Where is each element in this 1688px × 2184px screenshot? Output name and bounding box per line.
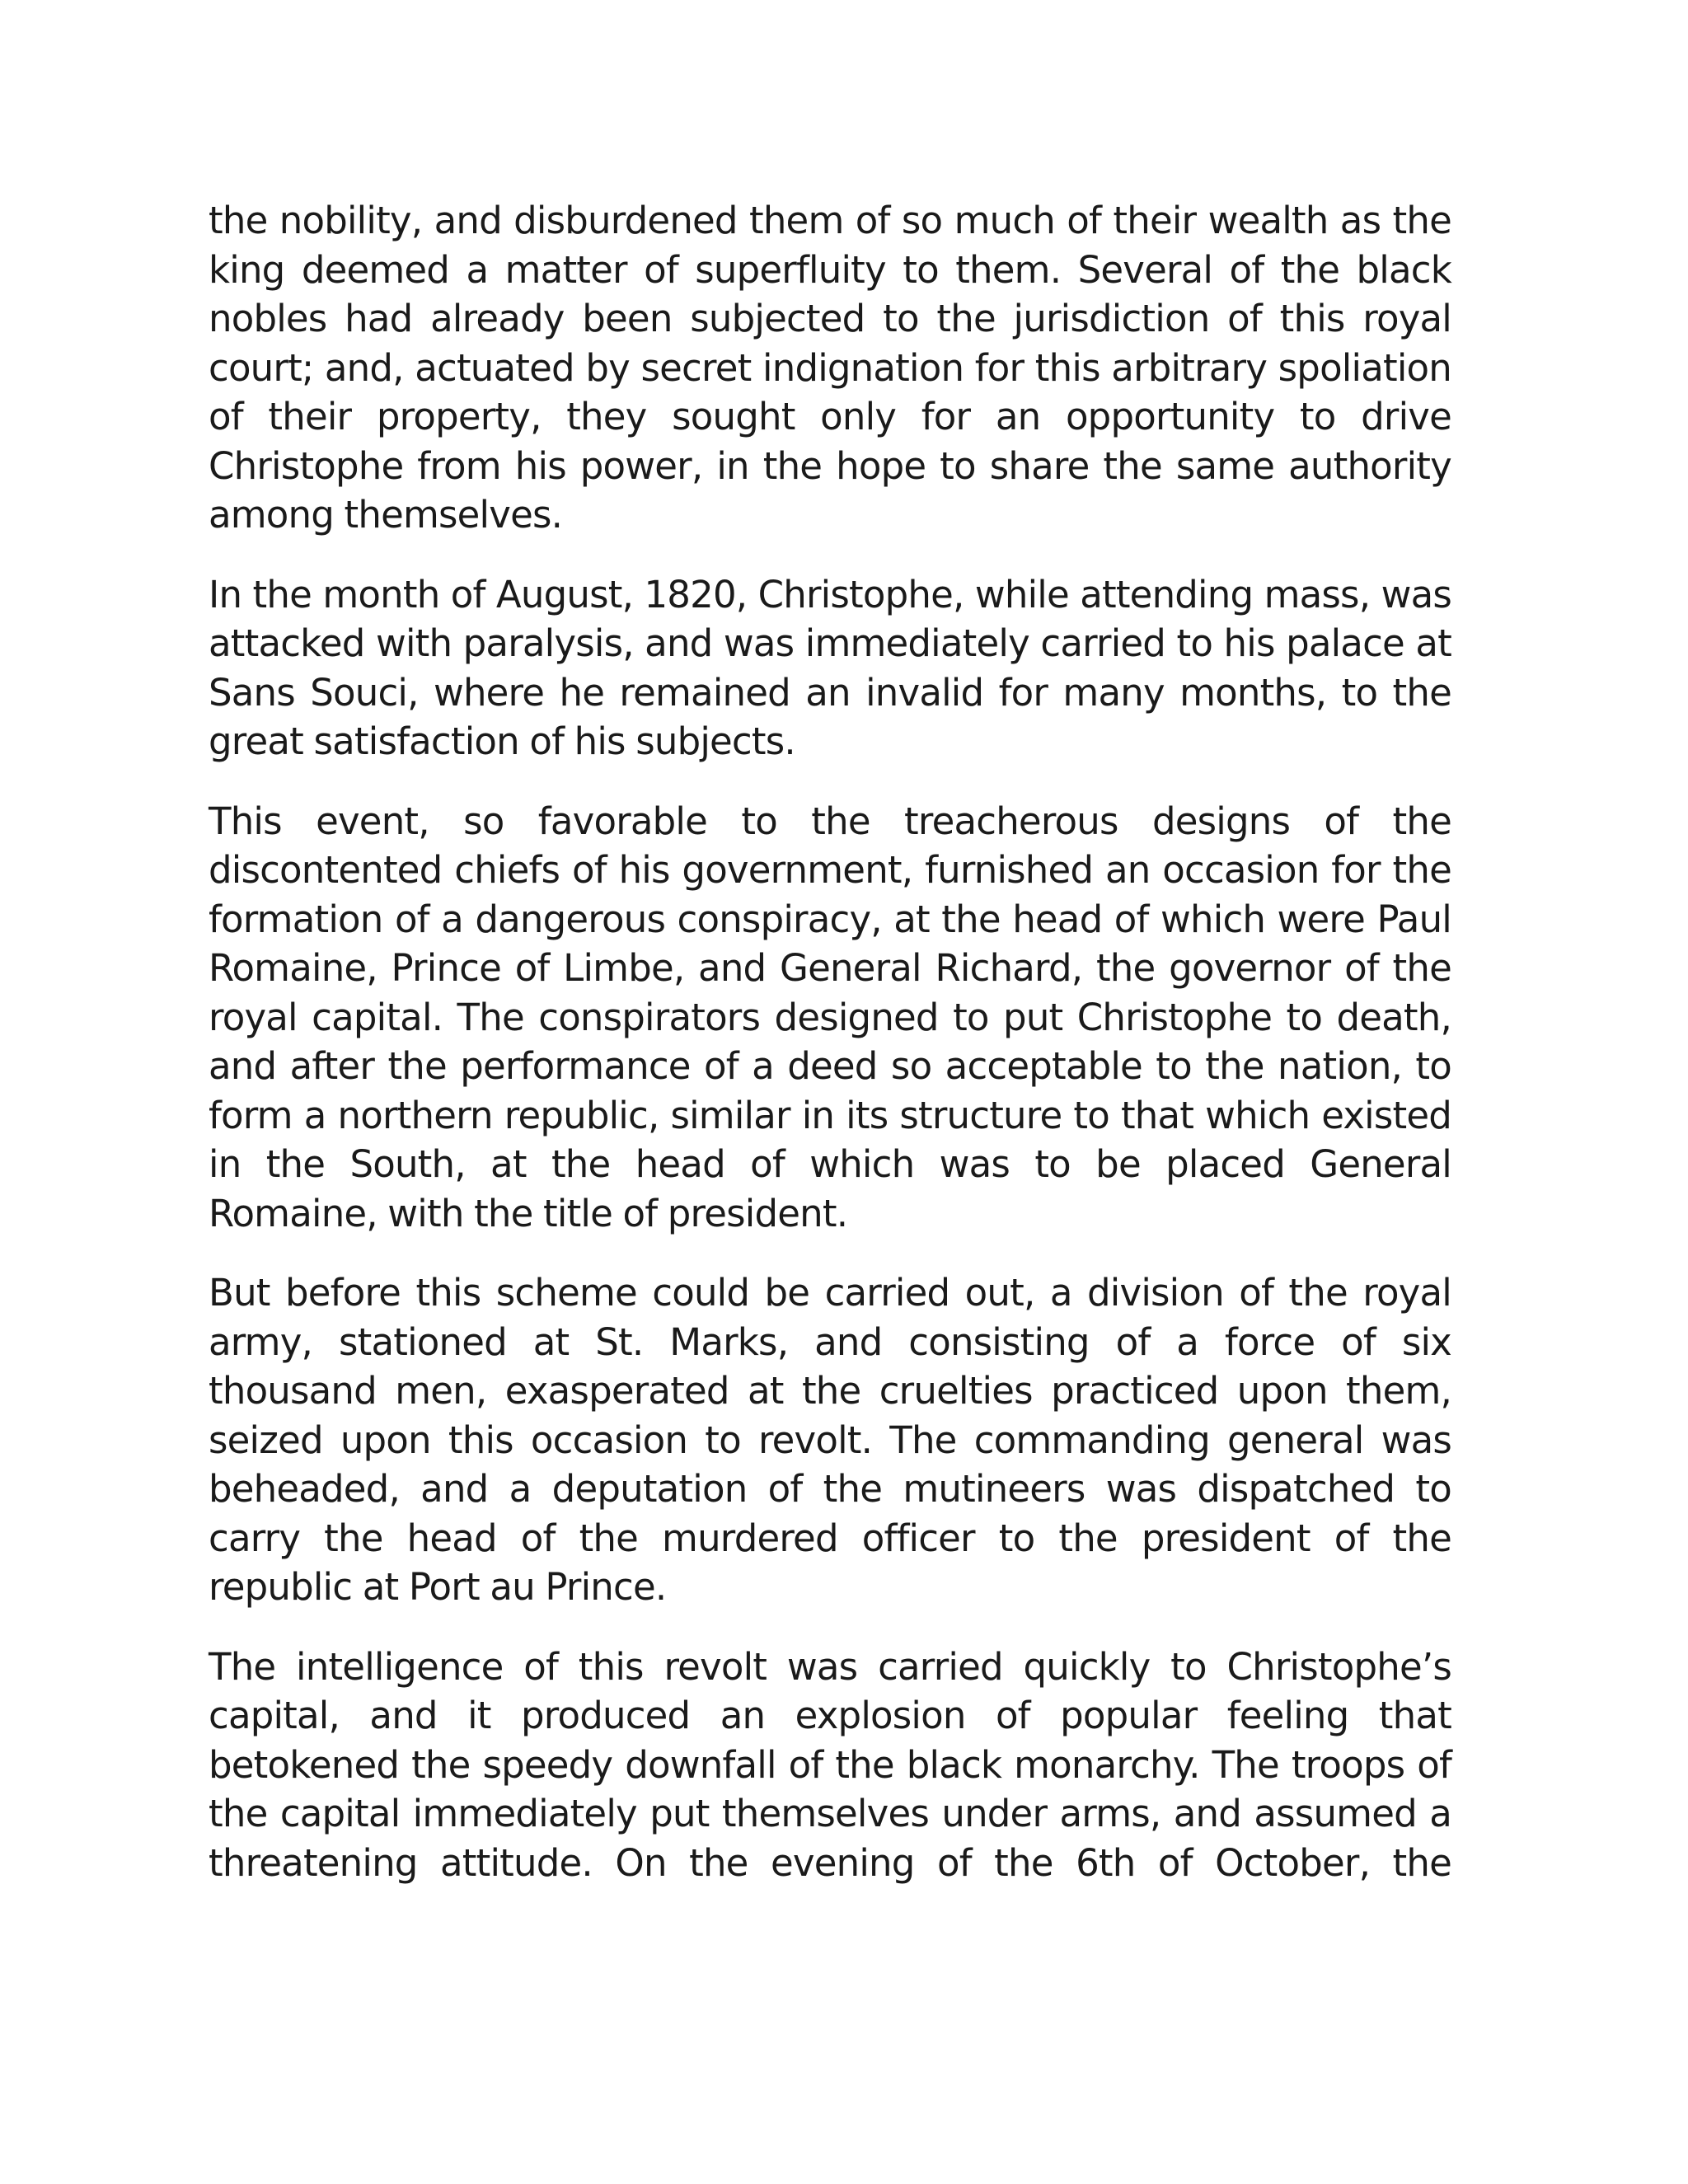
paragraph-4: But before this scheme could be carried out, a division of the royal army, stationed at St. Marks, and consisting of a force of six thousand men, exasperated at the cruelties practiced upon them, seized upon this occasion to revolt. The commanding general was beheaded, and a deputation of the mutineers was dispatched to carry the head of the murdered officer to the president of the republic at Port au Prince. (209, 1271, 1451, 1609)
body-text (209, 196, 1451, 1887)
paragraph-2: In the month of August, 1820, Christophe, while attending mass, was attacked with paralysis, and was immediately carried to his palace at Sans Souci, where he remained an invalid for many months, to the great satisfaction of his subjects. (209, 572, 1451, 763)
paragraph-3: This event, so favorable to the treacherous designs of the discontented chiefs of his government, furnished an occasion for the formation of a dangerous conspiracy, at the head of which were Paul Romaine, Prince of Limbe, and General Richard, the governor of the royal capital. The conspirators designed to put Christophe to death, and after the performance of a deed so acceptable to the nation, to form a northern republic, similar in its structure to that which existed in the South, at the head of which was to be placed General Romaine, with the title of president. (209, 799, 1451, 1235)
paragraph-5: The intelligence of this revolt was carried quickly to Christophe’s capital, and it produced an explosion of popular feeling that betokened the speedy downfall of the black monarchy. The troops of the capital immediately put themselves under arms, and assumed a threatening attitude. On the evening of the 6th of October, the (209, 1644, 1451, 1885)
paragraph-1: the nobility, and disburdened them of so much of their wealth as the king deemed a matter of superfluity to them. Several of the black nobles had already been subjected to the jurisdiction of this royal court; and, actuated by secret indignation for this arbitrary spoliation of their property, they sought only for an opportunity to drive Christophe from his power, in the hope to share the same authority among themselves. (209, 199, 1451, 537)
